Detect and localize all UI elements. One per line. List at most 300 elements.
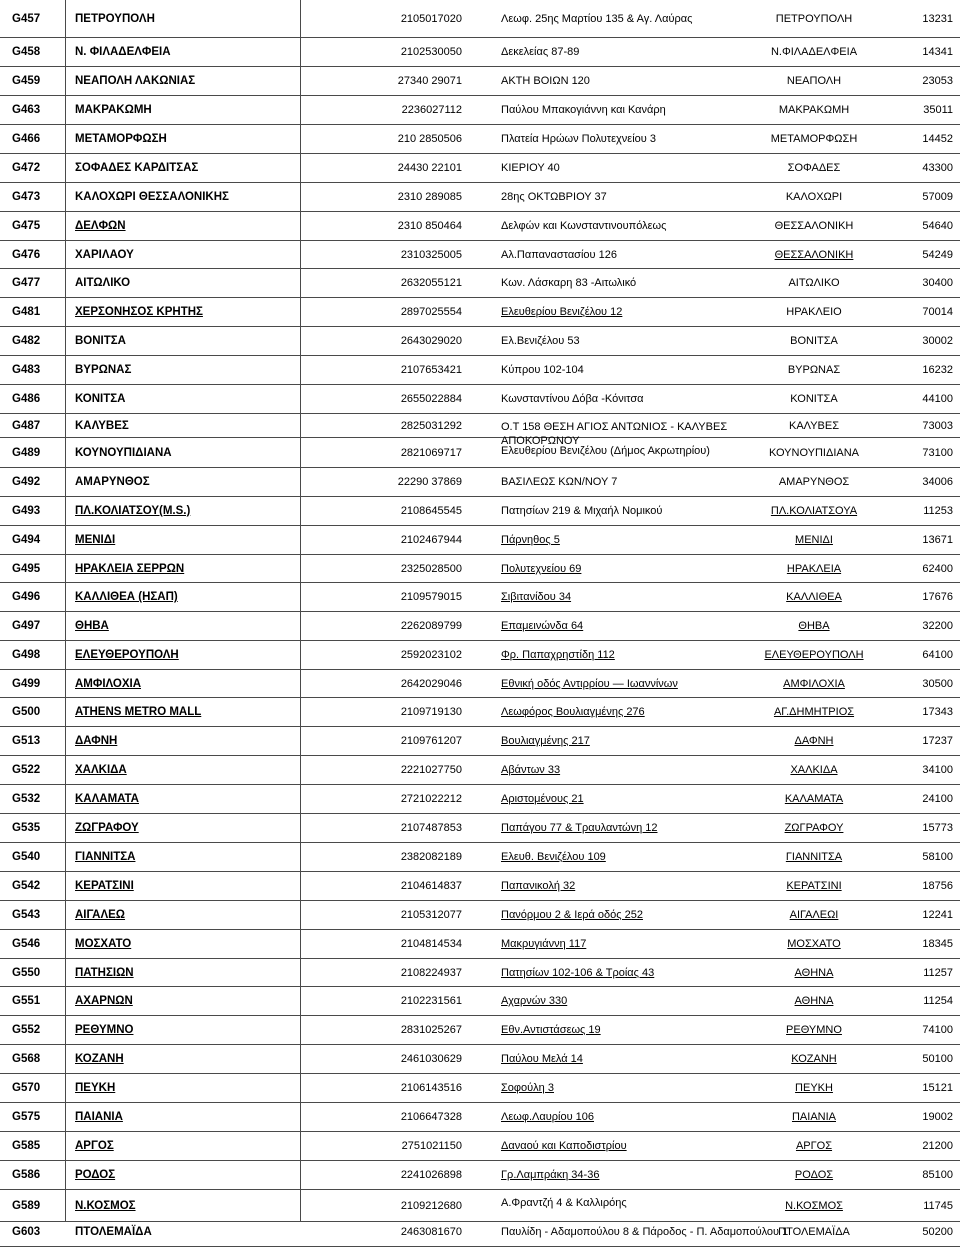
store-phone: 2325028500 [400, 562, 462, 575]
store-name: ΠΑΙΑΝΙΑ [75, 1111, 123, 1123]
store-postal-code: 23053 [922, 75, 953, 87]
table-row [0, 785, 960, 814]
store-phone: 2102467944 [400, 534, 462, 546]
store-city: ΑΘΗΝΑ [794, 995, 834, 1007]
store-name: ΜΟΣΧΑΤΟ [75, 938, 132, 950]
store-phone: 2102231561 [400, 995, 462, 1007]
store-code: G499 [12, 677, 41, 690]
store-city: ΔΑΦΝΗ [794, 735, 834, 747]
store-name: ΧΑΛΚΙΔΑ [75, 764, 127, 776]
store-code: G586 [12, 1169, 41, 1181]
store-city: ΑΓ.ΔΗΜΗΤΡΙΟΣ [773, 706, 855, 718]
table-row [0, 356, 960, 385]
store-code: G551 [12, 995, 41, 1007]
table-row [0, 555, 960, 583]
store-code: G550 [12, 966, 41, 979]
store-phone: 2109579015 [400, 591, 462, 603]
store-code: G483 [12, 364, 41, 376]
store-phone: 2721022212 [400, 793, 462, 805]
store-phone: 2310 289085 [397, 191, 462, 203]
store-city: ΡΟΔΟΣ [794, 1169, 834, 1181]
store-city: ΘΕΣΣΑΛΟΝΙΚΗ [774, 220, 854, 232]
store-code: G496 [12, 591, 41, 603]
table-row [0, 96, 960, 125]
store-city: ΑΘΗΝΑ [794, 966, 834, 979]
store-name: ΜΑΚΡΑΚΩΜΗ [75, 104, 152, 116]
table-row [0, 212, 960, 241]
store-code: G522 [12, 764, 41, 776]
store-name: ATHENS METRO MALL [75, 706, 202, 718]
table-row [0, 843, 960, 872]
store-name: ΠΑΤΗΣΙΩΝ [75, 966, 134, 979]
store-address: Παυλίδη - Αδαμοπούλου 8 & Πάροδος - Π. Αδαμοπούλου 1 [501, 1226, 789, 1238]
table-row [0, 0, 960, 38]
store-city: ΑΙΤΩΛΙΚΟ [788, 277, 840, 289]
store-address: Ελευθ. Βενιζέλου 109 [501, 851, 606, 863]
store-phone: 2107653421 [400, 364, 462, 376]
store-postal-code: 34100 [922, 764, 953, 776]
store-address: Παπάγου 77 & Τραυλαντώνη 12 [501, 822, 658, 834]
store-address: Εθνική οδός Αντιρρίου — Ιωαννίνων [501, 677, 678, 690]
store-address: Κων. Λάσκαρη 83 -Αιτωλικό [501, 277, 637, 289]
store-name: ΒΟΝΙΤΣΑ [75, 335, 126, 347]
store-postal-code: 85100 [922, 1169, 953, 1181]
store-city: ΜΕΤΑΜΟΡΦΩΣΗ [770, 133, 858, 145]
table-row [0, 612, 960, 641]
store-code: G543 [12, 909, 41, 921]
table-row [0, 814, 960, 843]
store-city: Ν.ΦΙΛΑΔΕΛΦΕΙΑ [770, 46, 858, 58]
store-address: Πολυτεχνείου 69 [501, 562, 582, 575]
table-row [0, 727, 960, 756]
store-postal-code: 17343 [922, 706, 953, 718]
store-name: ΠΤΟΛΕΜΑΪΔΑ [75, 1226, 152, 1238]
store-code: G535 [12, 822, 41, 834]
store-phone: 2643029020 [400, 335, 462, 347]
store-postal-code: 14452 [922, 133, 953, 145]
table-row [0, 125, 960, 154]
store-code: G481 [12, 306, 41, 318]
table-row [0, 67, 960, 96]
store-postal-code: 70014 [922, 306, 953, 318]
store-postal-code: 57009 [922, 191, 953, 203]
store-code: G540 [12, 851, 41, 863]
store-code: G568 [12, 1053, 41, 1065]
table-row [0, 327, 960, 356]
store-name: ΑΜΦΙΛΟΧΙΑ [75, 677, 141, 690]
store-code: G477 [12, 277, 41, 289]
store-city: ΠΤΟΛΕΜΑΪΔΑ [778, 1226, 850, 1238]
store-code: G513 [12, 735, 41, 747]
store-code: G494 [12, 534, 41, 546]
store-code: G532 [12, 793, 41, 805]
store-code: G476 [12, 248, 41, 261]
store-phone: 2106143516 [400, 1082, 462, 1094]
store-phone: 2310325005 [400, 248, 462, 261]
store-code: G489 [12, 446, 41, 459]
table-row [0, 1016, 960, 1045]
store-postal-code: 50200 [922, 1226, 953, 1238]
store-phone: 2102530050 [400, 46, 462, 58]
store-city: ΚΟΖΑΝΗ [791, 1053, 837, 1065]
store-code: G482 [12, 335, 41, 347]
store-city: ΘΕΣΣΑΛΟΝΙΚΗ [774, 248, 854, 261]
table-row [0, 438, 960, 468]
store-code: G473 [12, 191, 41, 203]
store-address: Βουλιαγμένης 217 [501, 735, 590, 747]
store-code: G486 [12, 393, 41, 405]
store-address: ΑΚΤΗ ΒΟΙΩΝ 120 [501, 75, 590, 87]
store-code: G552 [12, 1024, 41, 1036]
store-address: Λεωφ.Λαυρίου 106 [501, 1111, 594, 1123]
table-row [0, 269, 960, 298]
store-city: ΡΕΘΥΜΝΟ [786, 1024, 842, 1036]
store-code: G500 [12, 706, 41, 718]
store-code: G603 [12, 1226, 41, 1238]
store-postal-code: 16232 [922, 364, 953, 376]
store-name: ΖΩΓΡΑΦΟΥ [75, 822, 139, 834]
store-phone: 2463081670 [400, 1226, 462, 1238]
store-address: Παύλου Μπακογιάννη και Κανάρη [501, 104, 666, 116]
store-phone: 2897025554 [400, 306, 462, 318]
store-city: ΚΑΛΥΒΕΣ [788, 419, 839, 432]
store-postal-code: 58100 [922, 851, 953, 863]
store-phone: 2825031292 [400, 419, 462, 432]
store-phone: 2382082189 [400, 851, 462, 863]
store-phone: 2105017020 [400, 12, 462, 25]
store-name: ΓΙΑΝΝΙΤΣΑ [75, 851, 136, 863]
store-postal-code: 15773 [922, 822, 953, 834]
store-city: ΜΑΚΡΑΚΩΜΗ [778, 104, 850, 116]
store-phone: 2221027750 [400, 764, 462, 776]
store-code: G542 [12, 880, 41, 892]
store-name: Ν.ΚΟΣΜΟΣ [75, 1199, 136, 1212]
store-city: ΚΟΥΝΟΥΠΙΔΙΑΝΑ [768, 446, 860, 459]
store-postal-code: 15121 [922, 1082, 953, 1094]
store-postal-code: 74100 [922, 1024, 953, 1036]
store-city: ΚΕΡΑΤΣΙΝΙ [786, 880, 842, 892]
store-postal-code: 13231 [922, 12, 953, 25]
store-code: G459 [12, 75, 41, 87]
store-phone: 2241026898 [400, 1169, 462, 1181]
store-address: Πατησίων 102-106 & Τροίας 43 [501, 966, 655, 979]
store-city: ΑΜΦΙΛΟΧΙΑ [783, 677, 845, 690]
store-postal-code: 11257 [923, 966, 953, 979]
store-phone: 2104814534 [400, 938, 462, 950]
store-name: ΔΑΦΝΗ [75, 735, 118, 747]
store-postal-code: 18345 [922, 938, 953, 950]
store-address: Κωνσταντίνου Δόβα -Κόνιτσα [501, 393, 644, 405]
store-code: G487 [12, 419, 41, 432]
store-code: G475 [12, 220, 41, 232]
store-name: ΚΟΖΑΝΗ [75, 1053, 124, 1065]
store-name: ΑΙΤΩΛΙΚΟ [75, 277, 131, 289]
table-row [0, 756, 960, 785]
store-phone: 2310 850464 [397, 220, 462, 232]
store-city: ΚΟΝΙΤΣΑ [790, 393, 838, 405]
store-city: ΧΑΛΚΙΔΑ [790, 764, 838, 776]
store-city: ΓΙΑΝΝΙΤΣΑ [785, 851, 843, 863]
store-city: ΘΗΒΑ [798, 620, 830, 632]
store-city: ΑΜΑΡΥΝΘΟΣ [778, 476, 850, 488]
store-postal-code: 73003 [922, 419, 953, 432]
store-address: Δαναού και Καποδιστρίου [501, 1140, 627, 1152]
store-code: G472 [12, 162, 41, 174]
table-row [0, 183, 960, 212]
store-address: Πλατεία Ηρώων Πολυτεχνείου 3 [501, 133, 656, 145]
store-address: Μακρυγιάννη 117 [501, 938, 587, 950]
table-row [0, 930, 960, 959]
table-row [0, 698, 960, 727]
table-row [0, 1161, 960, 1190]
store-address: Δελφών και Κωνσταντινουπόλεως [501, 220, 667, 232]
store-name: ΠΕΥΚΗ [75, 1082, 116, 1094]
store-name: ΧΕΡΣΟΝΗΣΟΣ ΚΡΗΤΗΣ [75, 306, 203, 318]
store-postal-code: 54640 [922, 220, 953, 232]
store-postal-code: 73100 [922, 446, 953, 459]
store-address: Φρ. Παπαχρηστίδη 112 [501, 649, 615, 661]
store-address: Γρ.Λαμπράκη 34-36 [501, 1169, 600, 1181]
store-phone: 2461030629 [400, 1053, 462, 1065]
store-postal-code: 24100 [922, 793, 953, 805]
store-postal-code: 35011 [923, 104, 953, 116]
store-postal-code: 17237 [922, 735, 953, 747]
store-name: ΝΕΑΠΟΛΗ ΛΑΚΩΝΙΑΣ [75, 75, 196, 87]
store-phone: 2109719130 [400, 706, 462, 718]
store-name: ΜΕΤΑΜΟΡΦΩΣΗ [75, 133, 167, 145]
store-postal-code: 19002 [922, 1111, 953, 1123]
store-address: Παύλου Μελά 14 [501, 1053, 583, 1065]
store-address: Πανόρμου 2 & Ιερά οδός 252 [501, 909, 643, 921]
store-postal-code: 32200 [922, 620, 953, 632]
store-postal-code: 30500 [922, 677, 953, 690]
store-phone: 2642029046 [400, 677, 462, 690]
store-phone: 2109212680 [400, 1199, 462, 1212]
store-city: ΜΟΣΧΑΤΟ [787, 938, 841, 950]
store-code: G458 [12, 46, 41, 58]
store-address: Λεωφ. 25ης Μαρτίου 135 & Αγ. Λαύρας [501, 12, 693, 25]
store-city: ΝΕΑΠΟΛΗ [786, 75, 842, 87]
store-name: ΑΡΓΟΣ [75, 1140, 114, 1152]
store-city: ΠΑΙΑΝΙΑ [791, 1111, 836, 1123]
store-phone: 2821069717 [400, 446, 462, 459]
store-address: Πάρνηθος 5 [501, 534, 560, 546]
store-phone: 2108224937 [400, 966, 462, 979]
store-code: G585 [12, 1140, 41, 1152]
store-address: Αβάντων 33 [501, 764, 561, 776]
store-city: ΠΕΥΚΗ [795, 1082, 833, 1094]
store-address: Παπανικολή 32 [501, 880, 576, 892]
store-city: ΠΛ.ΚΟΛΙΑΤΣΟΥΑ [770, 505, 858, 517]
store-postal-code: 14341 [922, 46, 953, 58]
store-phone: 2751021150 [401, 1140, 462, 1152]
store-name: Ν. ΦΙΛΑΔΕΛΦΕΙΑ [75, 46, 171, 58]
store-address: Πατησίων 219 & Μιχαήλ Νομικού [501, 505, 663, 517]
store-phone: 27340 29071 [397, 75, 462, 87]
store-city: ΠΕΤΡΟΥΠΟΛΗ [775, 12, 853, 25]
store-address: Εθν.Αντιστάσεως 19 [501, 1024, 601, 1036]
store-address: 28ης ΟΚΤΩΒΡΙΟΥ 37 [501, 191, 607, 203]
store-phone: 2632055121 [400, 277, 462, 289]
store-code: G457 [12, 12, 41, 25]
store-city: ΑΡΓΟΣ [795, 1140, 833, 1152]
store-postal-code: 13671 [922, 534, 953, 546]
store-postal-code: 62400 [922, 562, 953, 575]
store-name: ΘΗΒΑ [75, 620, 109, 632]
store-city: ΒΥΡΩΝΑΣ [787, 364, 841, 376]
table-row [0, 987, 960, 1016]
store-postal-code: 17676 [922, 591, 953, 603]
store-code: G463 [12, 104, 41, 116]
store-address: Κύπρου 102-104 [501, 364, 584, 376]
store-name: ΚΑΛΑΜΑΤΑ [75, 793, 139, 805]
table-row [0, 959, 960, 987]
store-name: ΣΟΦΑΔΕΣ ΚΑΡΔΙΤΣΑΣ [75, 162, 199, 174]
store-name: ΡΟΔΟΣ [75, 1169, 116, 1181]
table-row [0, 241, 960, 269]
store-city: ΑΙΓΑΛΕΩΙ [789, 909, 839, 921]
store-city: ΜΕΝΙΔΙ [795, 534, 833, 546]
table-row [0, 38, 960, 67]
store-address: Ελευθερίου Βενιζέλου 12 [501, 306, 623, 318]
store-name: ΕΛΕΥΘΕΡΟΥΠΟΛΗ [75, 649, 179, 661]
store-code: G575 [12, 1111, 41, 1123]
table-row [0, 1045, 960, 1074]
table-row [0, 670, 960, 698]
store-postal-code: 18756 [922, 880, 953, 892]
store-address: Αχαρνών 330 [501, 995, 568, 1007]
table-row [0, 1218, 960, 1247]
store-postal-code: 44100 [922, 393, 953, 405]
store-address: Α.Φραντζή 4 & Καλλιρόης [501, 1197, 627, 1209]
store-name: ΑΙΓΑΛΕΩ [75, 909, 126, 921]
store-city: ΣΟΦΑΔΕΣ [787, 162, 841, 174]
store-postal-code: 11253 [923, 505, 953, 517]
table-row [0, 1074, 960, 1103]
table-row [0, 872, 960, 901]
store-phone: 2108645545 [400, 505, 462, 517]
table-row [0, 526, 960, 555]
table-row [0, 901, 960, 930]
store-name: ΒΥΡΩΝΑΣ [75, 364, 132, 376]
store-postal-code: 64100 [922, 649, 953, 661]
store-phone: 2104614837 [400, 880, 462, 892]
store-address: Ο.Τ 158 ΘΕΣΗ ΑΓΙΟΣ ΑΝΤΩΝΙΟΣ - ΚΑΛΥΒΕΣ ΑΠΟΚΟΡΩΝΟΥ [501, 421, 728, 447]
table-row [0, 497, 960, 526]
store-address: ΚΙΕΡΙΟΥ 40 [501, 162, 560, 174]
table-row [0, 298, 960, 327]
table-row [0, 641, 960, 670]
store-postal-code: 11745 [923, 1199, 953, 1212]
store-code: G498 [12, 649, 41, 661]
store-code: G492 [12, 476, 41, 488]
store-code: G466 [12, 133, 41, 145]
store-postal-code: 21200 [922, 1140, 953, 1152]
store-name: ΔΕΛΦΩΝ [75, 220, 126, 232]
store-postal-code: 11254 [923, 995, 953, 1007]
table-row [0, 1132, 960, 1161]
store-city: ΚΑΛΛΙΘΕΑ [786, 591, 842, 603]
store-code: G497 [12, 620, 41, 632]
store-postal-code: 30002 [922, 335, 953, 347]
store-code: G589 [12, 1199, 41, 1212]
store-code: G570 [12, 1082, 41, 1094]
store-name: ΜΕΝΙΔΙ [75, 534, 116, 546]
store-city: Ν.ΚΟΣΜΟΣ [785, 1199, 843, 1212]
table-row [0, 385, 960, 414]
store-code: G495 [12, 562, 41, 575]
store-phone: 2107487853 [400, 822, 462, 834]
store-address: Λεωφόρος Βουλιαγμένης 276 [501, 706, 645, 718]
store-name: ΚΕΡΑΤΣΙΝΙ [75, 880, 134, 892]
store-city: ΕΛΕΥΘΕΡΟΥΠΟΛΗ [764, 649, 864, 661]
table-row [0, 468, 960, 497]
store-name: ΚΟΥΝΟΥΠΙΔΙΑΝΑ [75, 446, 172, 459]
store-postal-code: 54249 [922, 248, 953, 261]
store-address: Ελ.Βενιζέλου 53 [501, 335, 580, 347]
store-phone: 2592023102 [400, 649, 462, 661]
store-address: Αριστομένους 21 [501, 793, 584, 805]
store-postal-code: 12241 [922, 909, 953, 921]
store-city: ΗΡΑΚΛΕΙΟ [786, 306, 842, 318]
store-phone: 2109761207 [400, 735, 462, 747]
store-name: ΚΑΛΥΒΕΣ [75, 419, 129, 432]
store-phone: 210 2850506 [397, 133, 462, 145]
table-row [0, 414, 960, 447]
store-phone: 24430 22101 [397, 162, 462, 174]
store-code: G493 [12, 505, 41, 517]
store-phone: 2236027112 [401, 104, 462, 116]
store-code: G546 [12, 938, 41, 950]
store-name: ΧΑΡΙΛΑΟΥ [75, 248, 134, 261]
store-address: Σοφούλη 3 [501, 1082, 554, 1094]
store-name: ΚΑΛΛΙΘΕΑ (ΗΣΑΠ) [75, 591, 178, 603]
store-city: ΚΑΛΑΜΑΤΑ [784, 793, 844, 805]
store-postal-code: 50100 [922, 1053, 953, 1065]
store-address: Δεκελείας 87-89 [501, 46, 580, 58]
store-postal-code: 43300 [922, 162, 953, 174]
store-name: ΑΧΑΡΝΩΝ [75, 995, 133, 1007]
store-name: ΡΕΘΥΜΝΟ [75, 1024, 134, 1036]
store-address: Επαμεινώνδα 64 [501, 620, 584, 632]
store-phone: 22290 37869 [397, 476, 462, 488]
table-row [0, 154, 960, 183]
table-row [0, 1103, 960, 1132]
store-city: ΖΩΓΡΑΦΟΥ [784, 822, 844, 834]
store-postal-code: 34006 [922, 476, 953, 488]
store-phone: 2831025267 [400, 1024, 462, 1036]
store-name: ΠΛ.ΚΟΛΙΑΤΣΟΥ(M.S.) [75, 505, 191, 517]
store-city: ΒΟΝΙΤΣΑ [790, 335, 838, 347]
store-address: Ελευθερίου Βενιζέλου (Δήμος Ακρωτηρίου) [501, 445, 710, 457]
store-postal-code: 30400 [922, 277, 953, 289]
store-phone: 2262089799 [400, 620, 462, 632]
store-name: ΠΕΤΡΟΥΠΟΛΗ [75, 12, 155, 25]
store-address: Σιβιτανίδου 34 [501, 591, 572, 603]
store-address: Αλ.Παπαναστασίου 126 [501, 248, 617, 261]
store-name: ΗΡΑΚΛΕΙΑ ΣΕΡΡΩΝ [75, 562, 185, 575]
store-phone: 2106647328 [400, 1111, 462, 1123]
store-phone: 2105312077 [400, 909, 462, 921]
store-name: ΑΜΑΡΥΝΘΟΣ [75, 476, 150, 488]
store-name: ΚΟΝΙΤΣΑ [75, 393, 126, 405]
store-address: ΒΑΣΙΛΕΩΣ ΚΩΝ/ΝΟΥ 7 [501, 476, 618, 488]
store-name: ΚΑΛΟΧΩΡΙ ΘΕΣΣΑΛΟΝΙΚΗΣ [75, 191, 229, 203]
store-phone: 2655022884 [400, 393, 462, 405]
store-city: ΚΑΛΟΧΩΡΙ [785, 191, 843, 203]
table-row [0, 583, 960, 612]
store-city: ΗΡΑΚΛΕΙΑ [786, 562, 842, 575]
